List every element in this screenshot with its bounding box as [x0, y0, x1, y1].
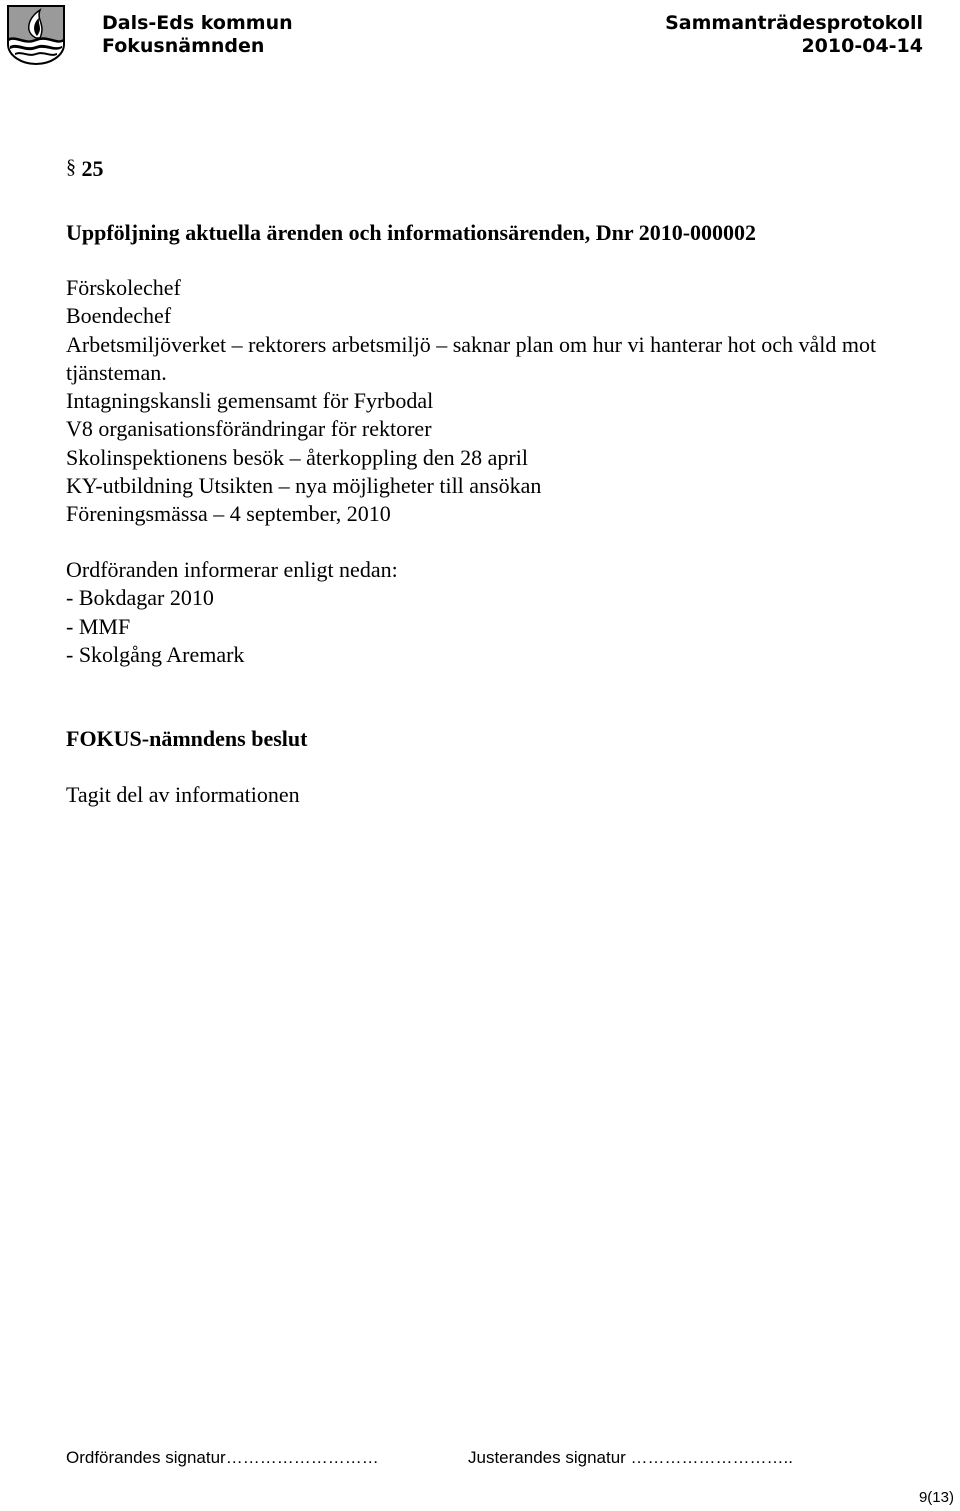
- list-item: Boendechef: [66, 303, 172, 329]
- list-item: Föreningsmässa – 4 september, 2010: [66, 501, 391, 527]
- items-list: [66, 274, 896, 529]
- chair-signature: Ordförandes signatur………………………: [66, 1448, 379, 1467]
- chair-point: - MMF: [66, 613, 131, 639]
- list-item: Arbetsmiljöverket – rektorers arbetsmiljö – saknar plan om hur vi hanterar hot och våld mot tjänsteman.: [66, 331, 877, 385]
- section-number: [66, 156, 104, 182]
- list-item: KY-utbildning Utsikten – nya möjligheter till ansökan: [66, 473, 542, 499]
- section-number-value: 25: [81, 156, 104, 181]
- chair-point: - Skolgång Aremark: [66, 641, 245, 667]
- list-item: Intagningskansli gemensamt för Fyrbodal: [66, 388, 434, 414]
- chair-intro: Ordföranden informerar enligt nedan:: [66, 557, 398, 582]
- adjuster-signature: Justerandes signatur ………………………..: [468, 1448, 793, 1467]
- chair-point: - Bokdagar 2010: [66, 585, 214, 611]
- section-title: Uppföljning aktuella ärenden och informationsärenden, Dnr 2010-000002: [66, 220, 757, 245]
- chair-information: [66, 556, 398, 669]
- municipality-name: Dals-Eds kommun: [102, 12, 293, 34]
- list-item: Förskolechef: [66, 275, 181, 300]
- header-right: [665, 12, 923, 58]
- list-item: Skolinspektionens besök – återkoppling den 28 april: [66, 444, 528, 470]
- header-left: [102, 12, 293, 58]
- list-item: V8 organisationsförändringar för rektorer: [66, 416, 432, 442]
- section-symbol: §: [66, 156, 76, 178]
- municipality-logo: [6, 4, 66, 66]
- decision-heading: FOKUS-nämndens beslut: [66, 726, 308, 751]
- committee-name: Fokusnämnden: [102, 35, 265, 57]
- document-type: Sammanträdesprotokoll: [665, 12, 923, 34]
- decision-text: Tagit del av informationen: [66, 782, 300, 807]
- meeting-date: 2010-04-14: [801, 35, 923, 57]
- page-number: 9(13): [918, 1489, 954, 1506]
